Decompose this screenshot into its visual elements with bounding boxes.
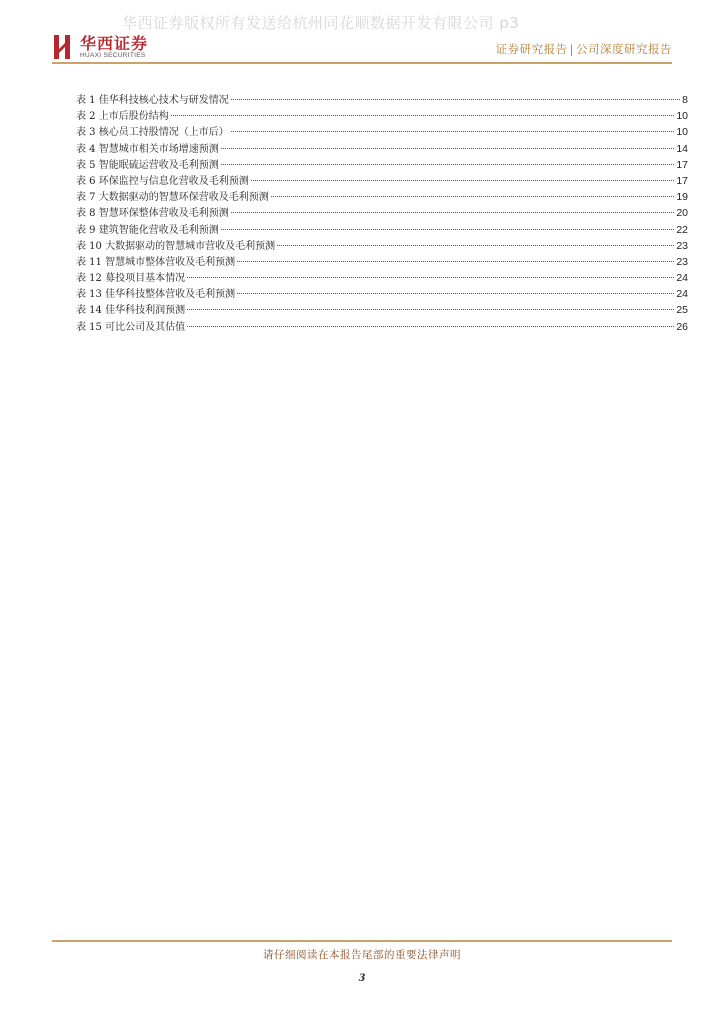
toc-entry-page: 10 [676, 126, 688, 139]
toc-leader-dots [237, 293, 674, 294]
toc-entry[interactable] [76, 141, 688, 157]
toc-entry-page: 23 [676, 239, 688, 252]
header-separator: | [569, 42, 574, 56]
toc-entry-label: 表 9 建筑智能化营收及毛利预测 [76, 224, 219, 236]
toc-entry-label: 表 1 佳华科技核心技术与研发情况 [76, 95, 229, 106]
table-of-tables [76, 92, 688, 335]
toc-entry-label: 表 13 佳华科技整体营收及毛利预测 [76, 289, 236, 301]
toc-entry[interactable] [76, 319, 688, 335]
toc-entry-page: 25 [676, 304, 688, 317]
toc-entry-label: 表 4 智慧城市相关市场增速预测 [76, 143, 219, 155]
toc-leader-dots [231, 99, 680, 100]
toc-entry[interactable] [76, 222, 688, 238]
toc-entry-label: 表 5 智能眠硫运营收及毛利预测 [76, 159, 219, 171]
toc-leader-dots [187, 309, 674, 310]
huaxi-logo-icon [52, 34, 74, 60]
toc-entry[interactable] [76, 92, 688, 108]
logo-name-cn: 华西证券 [80, 33, 149, 53]
toc-entry-page: 24 [676, 288, 688, 301]
toc-entry-label: 表 14 佳华科技利润预测 [76, 305, 186, 317]
toc-leader-dots [221, 229, 675, 230]
toc-leader-dots [187, 326, 674, 327]
toc-entry-page: 17 [676, 158, 688, 171]
toc-leader-dots [231, 212, 675, 213]
toc-leader-dots [187, 277, 674, 278]
toc-entry-page: 23 [676, 255, 688, 268]
toc-entry-label: 表 3 核心员工持股情况（上市后） [76, 127, 229, 139]
toc-entry-label: 表 2 上市后股份结构 [76, 111, 169, 123]
toc-entry[interactable] [76, 108, 688, 124]
toc-entry[interactable] [76, 157, 688, 173]
toc-entry[interactable] [76, 270, 688, 286]
header-divider [52, 62, 672, 64]
toc-entry-label: 表 8 智慧环保整体营收及毛利预测 [76, 208, 229, 220]
toc-entry-page: 20 [676, 207, 688, 220]
report-subtype: 公司深度研究报告 [576, 42, 672, 56]
report-type-header [496, 41, 672, 57]
toc-leader-dots [237, 261, 674, 262]
toc-entry[interactable] [76, 254, 688, 270]
toc-entry-label: 表 15 可比公司及其估值 [76, 321, 186, 333]
toc-entry-label: 表 7 大数据驱动的智慧环保营收及毛利预测 [76, 192, 269, 204]
footer-divider [52, 940, 672, 942]
toc-leader-dots [231, 131, 675, 132]
watermark-text: 华西证券版权所有发送给杭州同花顺数据开发有限公司 p3 [122, 14, 520, 32]
toc-entry-page: 10 [676, 110, 688, 123]
toc-entry-page: 24 [676, 272, 688, 285]
toc-entry-page: 17 [676, 174, 688, 187]
toc-leader-dots [251, 180, 675, 181]
toc-entry-page: 19 [676, 191, 688, 204]
toc-entry[interactable] [76, 302, 688, 318]
toc-entry[interactable] [76, 286, 688, 302]
toc-entry-label: 表 11 智慧城市整体营收及毛利预测 [76, 256, 236, 268]
toc-leader-dots [277, 245, 674, 246]
toc-leader-dots [171, 115, 675, 116]
toc-entry[interactable] [76, 124, 688, 140]
toc-leader-dots [271, 196, 675, 197]
toc-leader-dots [221, 164, 675, 165]
company-logo [52, 34, 148, 60]
logo-name-en: HUAXI SECURITIES [80, 51, 146, 59]
toc-entry[interactable] [76, 189, 688, 205]
toc-leader-dots [221, 148, 675, 149]
toc-entry[interactable] [76, 173, 688, 189]
toc-entry-page: 14 [676, 142, 688, 155]
toc-entry-page: 22 [676, 223, 688, 236]
toc-entry-page: 26 [676, 320, 688, 333]
toc-entry-label: 表 10 大数据驱动的智慧城市营收及毛利预测 [76, 240, 276, 252]
report-type: 证券研究报告 [495, 42, 568, 56]
toc-entry-page: 8 [682, 94, 688, 106]
toc-entry-label: 表 12 募投项目基本情况 [76, 273, 186, 285]
toc-entry[interactable] [76, 238, 688, 254]
legal-disclaimer: 请仔细阅读在本报告尾部的重要法律声明 [263, 949, 461, 961]
toc-entry[interactable] [76, 205, 688, 221]
toc-entry-label: 表 6 环保监控与信息化营收及毛利预测 [76, 175, 249, 187]
page-number: 3 [358, 973, 366, 984]
